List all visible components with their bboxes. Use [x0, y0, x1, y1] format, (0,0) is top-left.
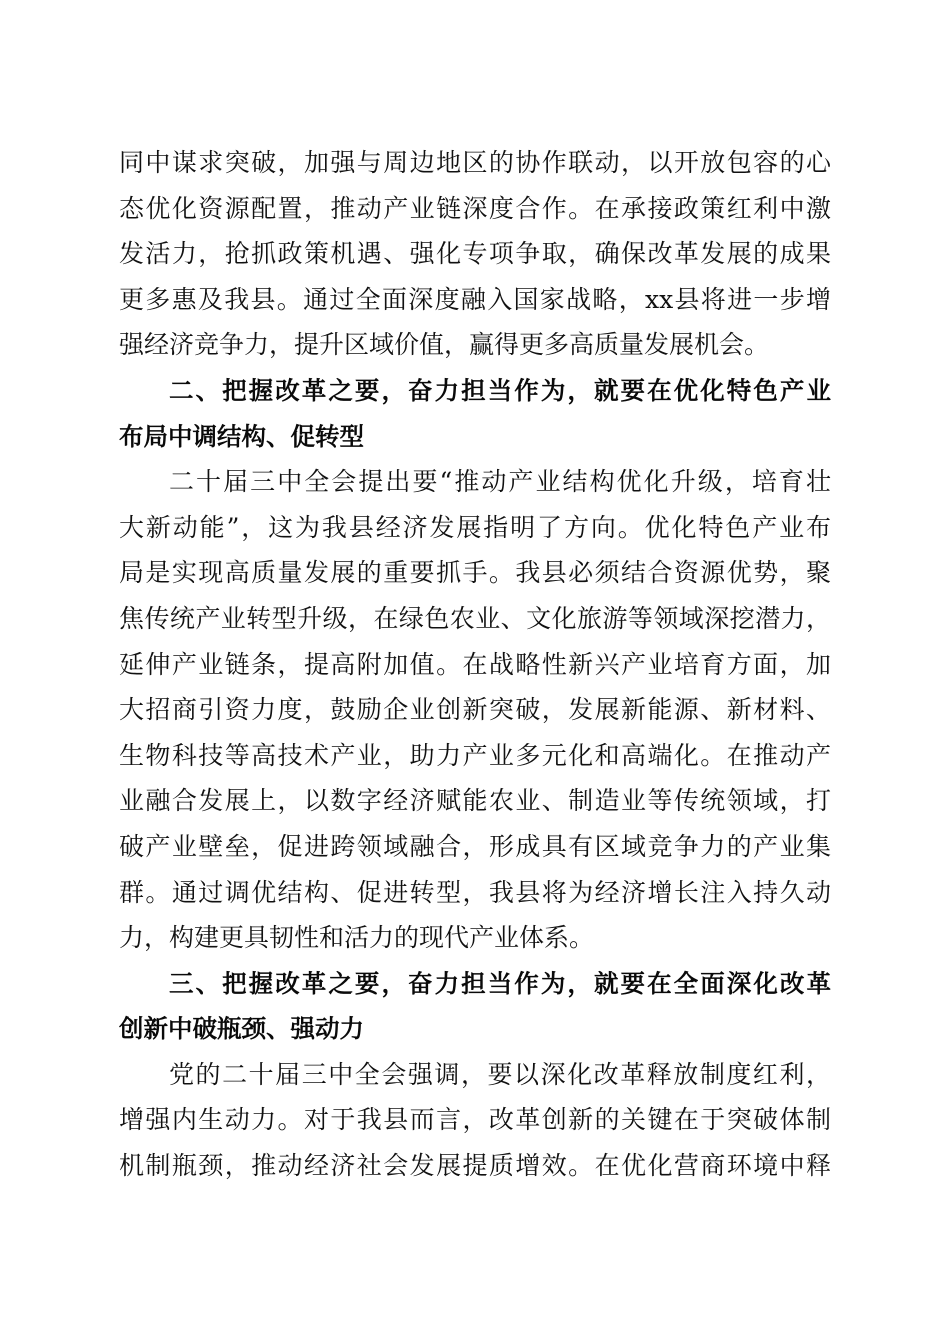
heading-line: 二、把握改革之要，奋力担当作为，就要在优化特色产业	[169, 375, 831, 405]
text-line: 焦传统产业转型升级，在绿色农业、文化旅游等领域深挖潜力，	[119, 603, 831, 633]
text-line: 大招商引资力度，鼓励企业创新突破，发展新能源、新材料、	[119, 695, 831, 725]
text-line: 态优化资源配置，推动产业链深度合作。在承接政策红利中激	[119, 193, 831, 223]
paragraph-reform	[119, 1052, 831, 1189]
text-line: 破产业壁垒，促进跨领域融合，形成具有区域竞争力的产业集	[119, 831, 831, 861]
text-line: 同中谋求突破，加强与周边地区的协作联动，以开放包容的心	[119, 148, 831, 177]
text-line: 生物科技等高技术产业，助力产业多元化和高端化。在推动产	[119, 740, 831, 770]
heading-line: 三、把握改革之要，奋力担当作为，就要在全面深化改革	[169, 968, 831, 998]
text-line: 强经济竞争力，提升区域价值，赢得更多高质量发展机会。	[119, 330, 770, 360]
paragraph-continued	[119, 140, 831, 368]
text-line: 大新动能”，这为我县经济发展指明了方向。优化特色产业布	[119, 512, 831, 542]
heading-line: 创新中破瓶颈、强动力	[119, 1014, 364, 1044]
section-heading-2	[119, 368, 831, 459]
heading-line: 布局中调结构、促转型	[119, 421, 364, 451]
text-line: 发活力，抢抓政策机遇、强化专项争取，确保改革发展的成果	[119, 239, 831, 269]
text-line: 力，构建更具韧性和活力的现代产业体系。	[119, 923, 595, 953]
document-body	[119, 140, 831, 1189]
text-line: 业融合发展上，以数字经济赋能农业、制造业等传统领域，打	[119, 786, 831, 816]
text-line: 机制瓶颈，推动经济社会发展提质增效。在优化营商环境中释	[119, 1151, 831, 1181]
text-line: 局是实现高质量发展的重要抓手。我县必须结合资源优势，聚	[119, 558, 831, 588]
section-heading-3	[119, 961, 831, 1052]
text-line: 增强内生动力。对于我县而言，改革创新的关键在于突破体制	[119, 1105, 831, 1135]
text-line: 群。通过调优结构、促进转型，我县将为经济增长注入持久动	[119, 877, 831, 907]
paragraph-industry	[119, 459, 831, 961]
text-line: 二十届三中全会提出要“推动产业结构优化升级，培育壮	[169, 467, 831, 497]
text-line: 更多惠及我县。通过全面深度融入国家战略，xx县将进一步增	[119, 284, 831, 314]
text-line: 延伸产业链条，提高附加值。在战略性新兴产业培育方面，加	[119, 649, 831, 679]
text-line: 党的二十届三中全会强调，要以深化改革释放制度红利，	[169, 1059, 831, 1089]
